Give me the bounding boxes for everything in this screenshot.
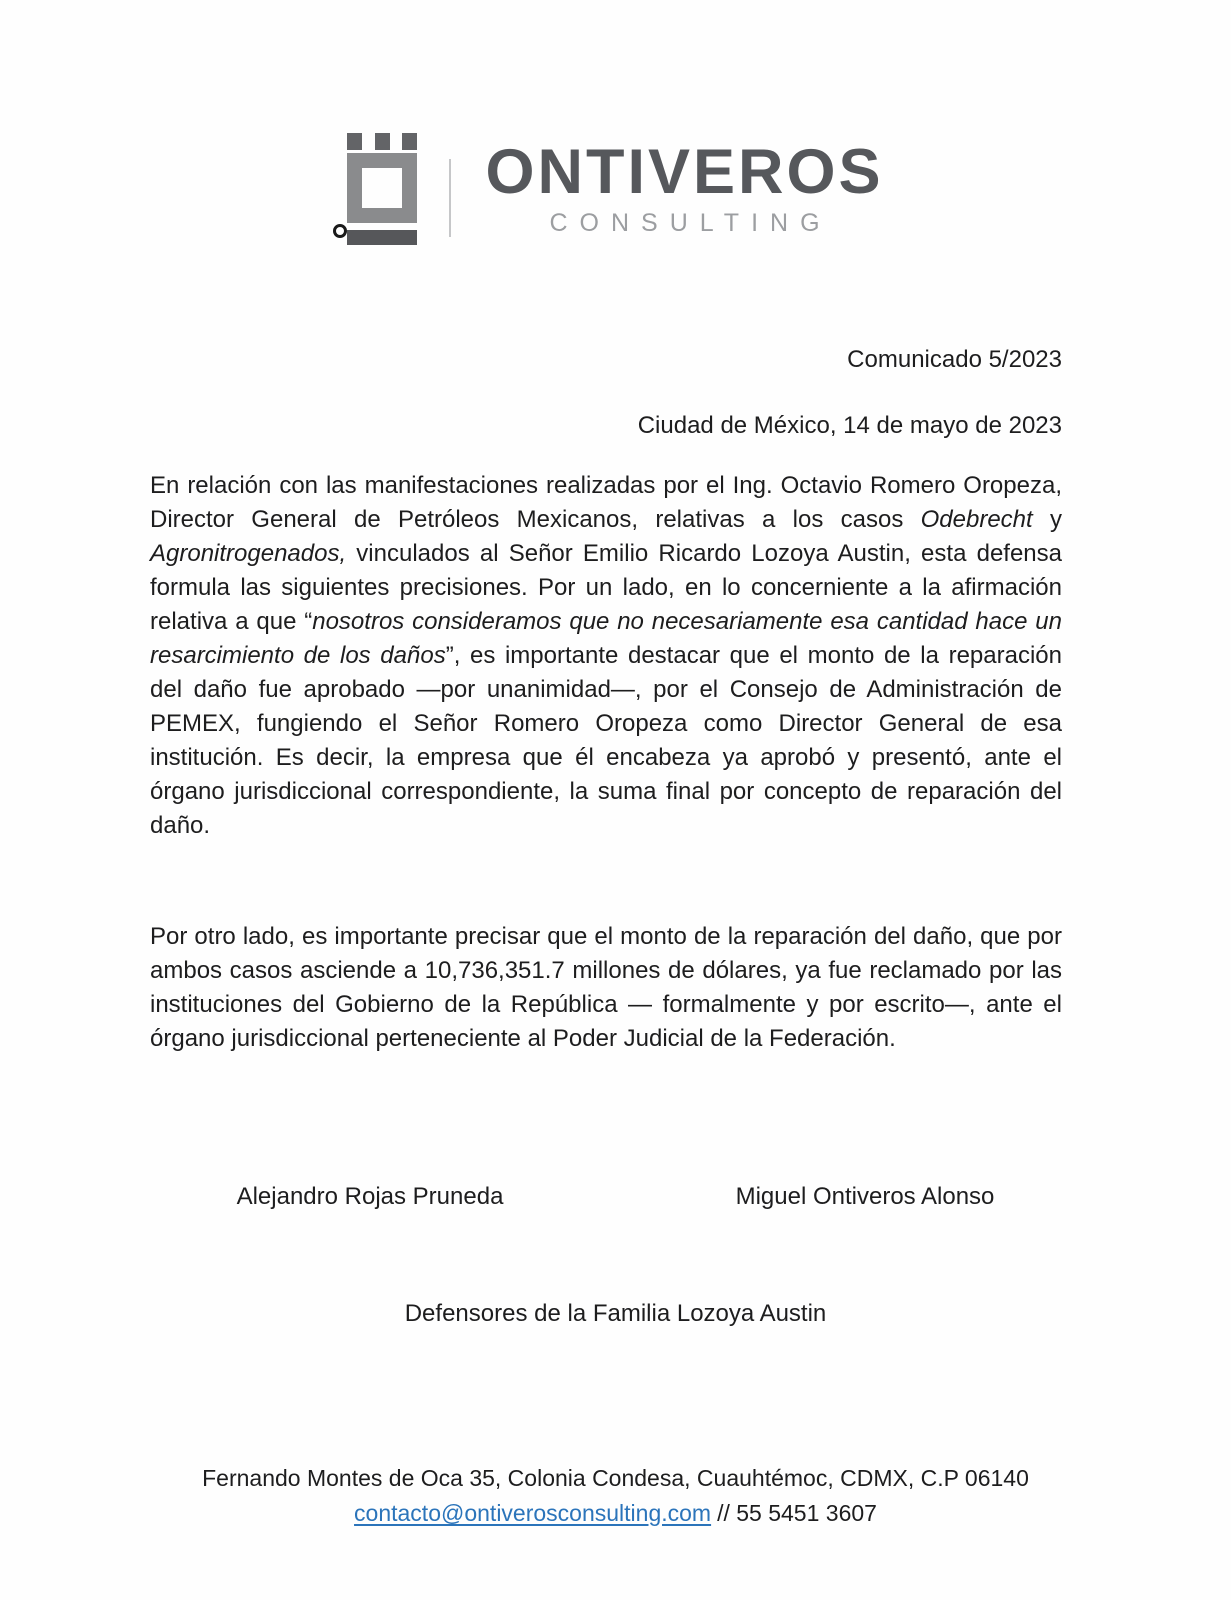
- brand-subtitle: CONSULTING: [549, 209, 832, 237]
- dateline: Ciudad de México, 14 de mayo de 2023: [637, 412, 1062, 439]
- quoted-statement: nosotros consideramos que no necesariamente esa cantidad hace un resarcimiento de los daños: [150, 608, 1062, 669]
- castle-base: [347, 230, 417, 245]
- signatory-name-right: Miguel Ontiveros Alonso: [735, 1183, 995, 1210]
- paragraph-2: Por otro lado, es importante precisar que el monto de la reparación del daño, que por ambos casos asciende a 10,736,351.7 millones de dólares, ya fue reclamado por las instituciones del Gobierno de la República — formalmente y por escrito—, ante el órgano jurisdiccional perteneciente al Poder Judicial de la Federación.: [150, 923, 1062, 1052]
- company-logo: [0, 133, 1231, 246]
- text-segment: y: [1032, 506, 1062, 533]
- footer-contact-line: [0, 1500, 1231, 1527]
- logo-wordmark: [485, 137, 884, 238]
- text-segment: ”, es importante destacar que el monto de la reparación del daño fue aprobado —por unanimidad—, por el Consejo de Administración de PEMEX, fungiendo el Señor Romero Oropeza como Director General de esa institución. Es decir, la empresa que él encabeza ya aprobó y presentó, ante el órgano jurisdiccional correspondiente, la suma final por concepto de reparación del daño.: [150, 642, 1062, 839]
- signatory-name-left: Alejandro Rojas Pruneda: [236, 1183, 504, 1210]
- email-link[interactable]: contacto@ontiverosconsulting.com: [354, 1500, 712, 1526]
- footer-address: Fernando Montes de Oca 35, Colonia Condesa, Cuauhtémoc, CDMX, C.P 06140: [202, 1465, 1029, 1491]
- castle-tower-icon: [347, 133, 417, 246]
- signatories-role: Defensores de la Familia Lozoya Austin: [404, 1300, 827, 1327]
- text-segment: vinculados al Señor Emilio Ricardo Lozoya Austin, esta defensa formula las siguientes precisiones. Por un lado, en lo concerniente a la afirmación relativa a que “: [150, 540, 1062, 635]
- communique-number: Comunicado 5/2023: [847, 346, 1062, 373]
- case-name-agronitrogenados: Agronitrogenados,: [150, 540, 347, 567]
- footer-phone: // 55 5451 3607: [717, 1500, 877, 1526]
- castle-body: [347, 153, 417, 223]
- case-name-odebrecht: Odebrecht: [920, 506, 1033, 533]
- castle-crenellations: [347, 133, 417, 150]
- registered-mark-icon: [333, 224, 347, 238]
- text-segment: En relación con las manifestaciones realizadas por el Ing. Octavio Romero Oropeza, Director General de Petróleos Mexicanos, relativas a los casos: [150, 472, 1062, 533]
- paragraph-1: [150, 469, 1062, 843]
- brand-name: ONTIVEROS: [485, 137, 884, 207]
- logo-divider: [449, 159, 451, 237]
